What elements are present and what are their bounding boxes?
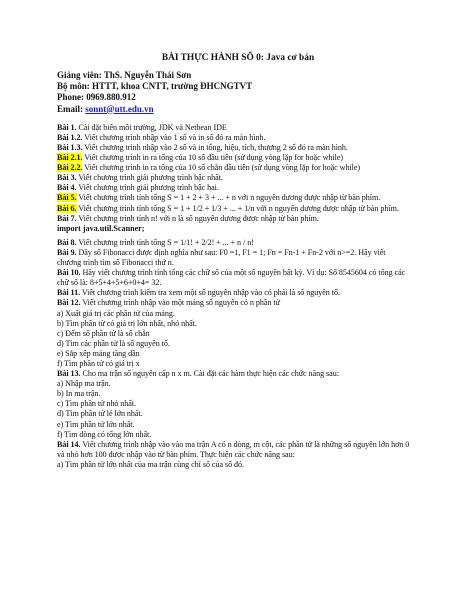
email-line bbox=[57, 104, 419, 115]
exercise-9-continuation: chương trình tìm số Fibonacci thứ n. bbox=[57, 258, 174, 268]
exercise-label: Bài 13. bbox=[57, 369, 81, 379]
exercise-text: Viết chương trình in ra tổng của 10 số chẵn đầu tiên (sử dụng vòng lặp for hoặc while) bbox=[82, 163, 361, 173]
exercise-label: Bài 1.3. bbox=[57, 143, 83, 152]
exercise-12 bbox=[57, 298, 419, 308]
exercise-label-highlighted: Bài 6. bbox=[57, 203, 77, 213]
phone-line: Phone: 0969.880.912 bbox=[57, 92, 136, 103]
exercise-text: Viết chương trình giải phương trình bậc nhất. bbox=[76, 173, 223, 183]
exercise-13-item: e) Tìm phần tử lớn nhất. bbox=[57, 419, 135, 429]
exercise-label: Bài 12. bbox=[57, 298, 81, 308]
exercise-12-item: a) Xuất giá trị các phần tử của mảng. bbox=[57, 308, 175, 318]
exercise-14-continuation: và nhỏ hơn 100 được nhập vào từ bàn phím. Thực hiện các chức năng sau: bbox=[57, 449, 295, 459]
exercise-text: Viết chương trình tính tổng S = 1 + 1/2 + 1/3 + ... + 1/n với n nguyên dương được nhập từ bàn phím. bbox=[76, 203, 399, 213]
exercise-9 bbox=[57, 248, 419, 258]
exercise-text: Cài đặt biến môi trường, JDK và Netbean IDE bbox=[76, 122, 227, 132]
exercise-8 bbox=[57, 238, 419, 248]
exercise-label-highlighted: Bài 2.2. bbox=[57, 163, 83, 173]
exercise-label: Bài 11. bbox=[57, 288, 81, 298]
exercise-14 bbox=[57, 440, 419, 450]
exercise-label: Bài 3. bbox=[57, 173, 77, 183]
exercise-text: Cho ma trận số nguyên cấp n x m. Cài đặt các hàm thực hiện các chức năng sau: bbox=[80, 369, 339, 379]
exercise-12-item: c) Đếm số phần tử là số chẵn bbox=[57, 328, 150, 338]
lecturer-line: Giảng viên: ThS. Nguyễn Thái Sơn bbox=[57, 70, 192, 80]
exercise-label-highlighted: Bài 2.1. bbox=[57, 153, 83, 163]
exercise-13-item: d) Tìm phần tử lẻ lớn nhất. bbox=[57, 409, 143, 419]
exercise-3 bbox=[57, 173, 419, 183]
exercise-label-highlighted: Bài 5. bbox=[57, 193, 77, 203]
exercise-11 bbox=[57, 288, 419, 298]
exercise-label: Bài 1.2. bbox=[57, 132, 83, 142]
document-title: BÀI THỰC HÀNH SỐ 0: Java cơ bản bbox=[161, 53, 315, 63]
exercise-14-item: a) Tìm phần tử lớn nhất của ma trận cùng chỉ số của số đó. bbox=[57, 459, 245, 469]
exercise-13-item: b) In ma trận. bbox=[57, 389, 101, 399]
exercise-4 bbox=[57, 183, 419, 193]
exercise-12-item: b) Tìm phần tử có giá trị lớn nhất, nhỏ nhất. bbox=[57, 318, 197, 328]
exercise-10 bbox=[57, 268, 419, 278]
exercise-1-2 bbox=[57, 133, 419, 143]
exercise-13-item: a) Nhập ma trận. bbox=[57, 379, 111, 389]
exercise-text: Viết chương trình tính tổng S = 1/1! + 2/2! + ... + n / n! bbox=[76, 237, 254, 247]
exercise-label: Bài 4. bbox=[57, 183, 77, 193]
exercise-text: Dãy số Fibonacci được định nghĩa như sau: F0 =1, F1 = 1; Fn = Fn-1 + Fn-2 với n>=2. Hãy viết bbox=[76, 247, 386, 257]
exercise-text: Viết chương trình nhập vào một mảng số nguyên có n phần tử bbox=[80, 298, 280, 308]
exercise-label: Bài 1. bbox=[57, 122, 77, 132]
exercise-10-continuation: chữ số là: 8+5+4+5+6+0+4= 32. bbox=[57, 278, 162, 288]
email-link[interactable]: sonnt@utt.edu.vn bbox=[85, 103, 154, 114]
exercise-2-1 bbox=[57, 153, 419, 163]
exercise-5 bbox=[57, 193, 419, 203]
exercise-label: Bài 10. bbox=[57, 268, 81, 278]
exercise-13-item: f) Tìm dòng có tổng lớn nhất. bbox=[57, 429, 152, 439]
exercise-label: Bài 9. bbox=[57, 247, 77, 257]
exercise-text: Viết chương trình in ra tổng của 10 số đầu tiên (sử dụng vòng lặp for hoặc while) bbox=[82, 153, 343, 163]
exercise-text: Viết chương trình tính n! với n là số nguyên dương được nhập từ bàn phím. bbox=[76, 213, 319, 223]
exercise-13-item: c) Tìm phần tử nhỏ nhất. bbox=[57, 399, 137, 409]
exercise-label: Bài 14. bbox=[57, 439, 81, 449]
exercise-text: Hãy viết chương trình tính tổng các chữ số của một số nguyên bất kỳ. Ví dụ: Số 8545604 có tổng các bbox=[80, 268, 406, 278]
exercise-13 bbox=[57, 369, 419, 379]
department-line: Bộ môn: HTTT, khoa CNTT, trường ĐHCNGTVT bbox=[57, 81, 253, 92]
exercise-text: Viết chương trình nhập vào 1 số và in số đó ra màn hình. bbox=[82, 132, 266, 142]
exercise-12-item: f) Tìm phần tử có giá trị x bbox=[57, 358, 140, 368]
email-label: Email: bbox=[57, 103, 86, 114]
import-line: import java.util.Scanner; bbox=[57, 223, 145, 233]
exercise-label: Bài 8. bbox=[57, 237, 77, 247]
exercise-12-item: d) Tìm các phần tử là số nguyên tố. bbox=[57, 338, 170, 348]
exercise-text: Viết chương trình giải phương trình bậc hai. bbox=[76, 183, 219, 193]
exercise-6 bbox=[57, 204, 419, 214]
exercise-12-item: e) Sắp xếp mảng tăng dần bbox=[57, 348, 140, 358]
exercise-text: Viết chương trình tính tổng S = 1 + 2 + 3 + ... + n với n nguyên dương được nhập từ bàn phím. bbox=[76, 193, 381, 203]
exercise-2-2 bbox=[57, 163, 419, 173]
exercise-1 bbox=[57, 123, 419, 133]
exercise-text: Viết chương trình kiểm tra xem một số nguyên nhập vào có phải là số nguyên tố. bbox=[80, 288, 340, 298]
document-page bbox=[57, 52, 419, 470]
exercise-text: Viết chương trình nhập vào 2 số và in tổng, hiệu, tích, thương 2 số đó ra màn hình. bbox=[82, 143, 348, 152]
exercise-text: Viết chương trình nhập vào vào ma trận A có n dòng, m cột, các phần tử là những số nguyên lớn hơn 0 bbox=[80, 439, 410, 449]
exercise-label: Bài 7. bbox=[57, 213, 77, 223]
exercise-7 bbox=[57, 214, 419, 224]
exercise-1-3 bbox=[57, 143, 419, 153]
